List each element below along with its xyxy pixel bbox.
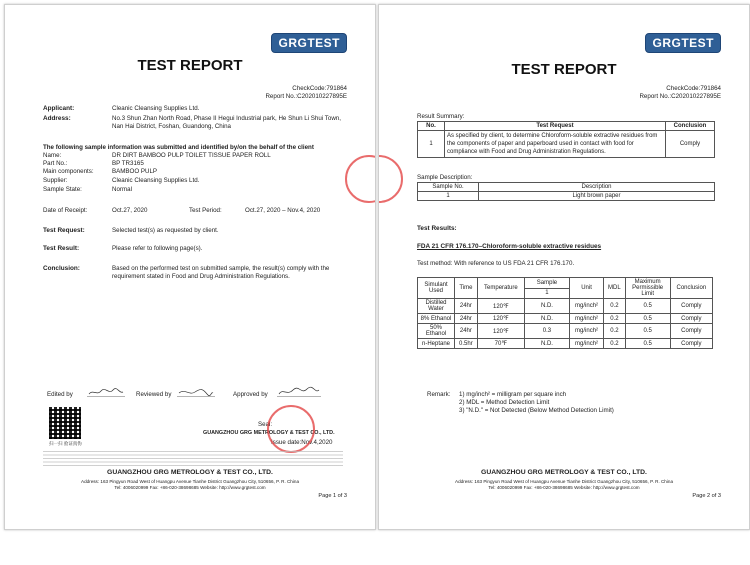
result-label: Test Result: [43,245,80,252]
components-value: BAMBOO PULP [112,168,158,175]
cell-conclusion: Comply [670,324,712,339]
cell-conclusion: Comply [670,339,712,349]
th-time: Time [455,278,478,299]
receipt-value: Oct.27, 2020 [112,207,148,214]
th-sample-no: 1 [524,288,569,299]
summary-header-no: No. [418,122,445,131]
page-number: Page 2 of 3 [692,493,721,499]
cell-sample: N.D. [524,339,569,349]
footer-contact: Tel: 4006020999 Fax: +86-020-38698685 Website: http://www.grgtest.com [114,485,266,490]
result-value: Please refer to following page(s). [112,245,203,252]
th-conclusion: Conclusion [670,278,712,299]
cell-mdl: 0.2 [604,314,626,324]
result-summary-label: Result Summary: [417,113,465,120]
th-mdl: MDL [604,278,626,299]
summary-header-request: Test Request [445,122,666,131]
cell-sample: 0.3 [524,324,569,339]
desc-header-description: Description [479,183,715,192]
cell-sample: N.D. [524,314,569,324]
editor-signature [87,387,125,397]
cell-simulant: 8% Ethanol [418,314,455,324]
cell-temperature: 120℉ [477,324,524,339]
cell-conclusion: Comply [670,314,712,324]
sample-description-table [417,182,715,201]
report-codes [265,85,347,101]
remark-label: Remark: [427,391,451,398]
seal-label: Seal: [258,421,273,428]
summary-cell-request: As specified by client, to determine Chloroform-soluble extractive residues from the components of paper and paperboard used in contact with food for compliance with Food and Drug Administration Regulations. [445,131,666,158]
cell-unit: mg/inch² [569,339,603,349]
desc-cell-no: 1 [418,192,479,201]
desc-header-no: Sample No. [418,183,479,192]
supplier-label: Supplier: [43,177,68,184]
th-temperature: Temperature [477,278,524,299]
result-summary-table [417,121,715,158]
address-value: No.3 Shun Zhan North Road, Phase II Hegui Industrial park, He Shun Li Shui Town, Nan Hai District, Foshan, Guandong, China [112,115,341,130]
period-label: Test Period: [189,207,222,214]
approver-signature [277,386,321,397]
seal-company: GUANGZHOU GRG METROLOGY & TEST CO., LTD. [203,430,335,436]
cell-unit: mg/inch² [569,314,603,324]
cell-sample: N.D. [524,299,569,314]
th-unit: Unit [569,278,603,299]
sample-description-label: Sample Description: [417,174,473,181]
table-row [418,324,713,339]
qr-code [49,407,81,439]
cell-mdl: 0.2 [604,299,626,314]
test-results-label: Test Results: [417,225,457,232]
page-number: Page 1 of 3 [318,493,347,499]
summary-cell-no: 1 [418,131,445,158]
table-row [418,314,713,324]
supplier-value: Cleanic Cleansing Supplies Ltd. [112,177,200,184]
part-value: BP TR3165 [112,160,144,167]
period-value: Oct.27, 2020 – Nov.4, 2020 [245,207,321,214]
report-number: Report No.:C202010227895E [265,93,347,100]
footer-address: Address: 163 Pingyun Road West of Huangpu Avenue Tianhe District Guangzhou City, 510656, P. R. China [455,479,673,484]
desc-cell-description: Light brown paper [479,192,715,201]
cell-temperature: 120℉ [477,314,524,324]
fda-section-title: FDA 21 CFR 176.170–Chloroform-soluble extractive residues [417,243,602,250]
fine-print-disclaimer [43,451,343,467]
grgtest-logo: GRGTEST [271,33,347,53]
footer-address: Address: 163 Pingyun Road West of Huangpu Avenue Tianhe District Guangzhou City, 510656, P. R. China [81,479,299,484]
cell-time: 24hr [455,324,478,339]
report-page-2 [378,4,750,530]
report-number: Report No.:C202010227895E [639,93,721,100]
address-label: Address: [43,115,71,122]
remark-1: 1) mg/inch² = milligram per square inch [459,391,567,398]
check-code: CheckCode:791864 [292,85,347,92]
cell-max: 0.5 [625,324,670,339]
footer-company: GUANGZHOU GRG METROLOGY & TEST CO., LTD. [107,469,273,476]
name-value: DR DIRT BAMBOO PULP TOILET TISSUE PAPER ROLL [112,152,271,159]
cell-simulant: n-Heptane [418,339,455,349]
cell-temperature: 70℉ [477,339,524,349]
qr-caption: 扫一扫 验证真伪 [49,441,82,446]
th-simulant: Simulant Used [418,278,455,299]
cell-max: 0.5 [625,339,670,349]
state-label: Sample State: [43,186,82,193]
report-page-1 [4,4,376,530]
cell-mdl: 0.2 [604,339,626,349]
conclusion-label: Conclusion: [43,265,80,272]
part-label: Part No.: [43,160,68,167]
reviewer-signature [177,387,215,397]
receipt-label: Date of Receipt: [43,207,88,214]
approved-by-label: Approved by [233,391,268,398]
components-label: Main components: [43,168,94,175]
grgtest-logo: GRGTEST [645,33,721,53]
check-code: CheckCode:791864 [666,85,721,92]
sample-info-heading: The following sample information was submitted and identified by/on the behalf of the client [43,144,314,151]
page-title: TEST REPORT [511,61,617,78]
cell-simulant: 50% Ethanol [418,324,455,339]
th-max-limit: Maximum Permissible Limit [625,278,670,299]
cell-unit: mg/inch² [569,324,603,339]
cell-time: 0.5hr [455,339,478,349]
cell-time: 24hr [455,299,478,314]
edited-by-label: Edited by [47,391,73,398]
name-label: Name: [43,152,62,159]
cross-page-seal-left [345,155,376,203]
cell-temperature: 120℉ [477,299,524,314]
issue-date: Issue date:Nov.4,2020 [271,439,333,446]
summary-header-conclusion: Conclusion [666,122,715,131]
footer-company: GUANGZHOU GRG METROLOGY & TEST CO., LTD. [481,469,647,476]
remark-2: 2) MDL = Method Detection Limit [459,399,550,406]
footer-contact: Tel: 4006020999 Fax: +86-020-38698685 Website: http://www.grgtest.com [488,485,640,490]
table-row [418,299,713,314]
report-codes [639,85,721,101]
th-sample: Sample [524,278,569,289]
cross-page-seal-right [378,155,403,203]
cell-unit: mg/inch² [569,299,603,314]
company-seal-stamp [267,405,315,453]
applicant-label: Applicant: [43,105,75,112]
cell-max: 0.5 [625,299,670,314]
table-row [418,339,713,349]
state-value: Normal [112,186,132,193]
request-value: Selected test(s) as requested by client. [112,227,219,234]
cell-simulant: Distilled Water [418,299,455,314]
reviewed-by-label: Reviewed by [136,391,172,398]
remark-3: 3) "N.D." = Not Detected (Below Method Detection Limit) [459,407,614,414]
request-label: Test Request: [43,227,85,234]
cell-conclusion: Comply [670,299,712,314]
conclusion-value: Based on the performed test on submitted sample, the result(s) comply with the requirement stated in Food and Drug Administration Regulations. [112,265,330,280]
results-table [417,277,713,349]
test-method: Test method: With reference to US FDA 21 CFR 176.170. [417,260,575,267]
applicant-value: Cleanic Cleansing Supplies Ltd. [112,105,200,112]
cell-mdl: 0.2 [604,324,626,339]
summary-cell-conclusion: Comply [666,131,715,158]
page-title: TEST REPORT [137,57,243,74]
cell-max: 0.5 [625,314,670,324]
cell-time: 24hr [455,314,478,324]
